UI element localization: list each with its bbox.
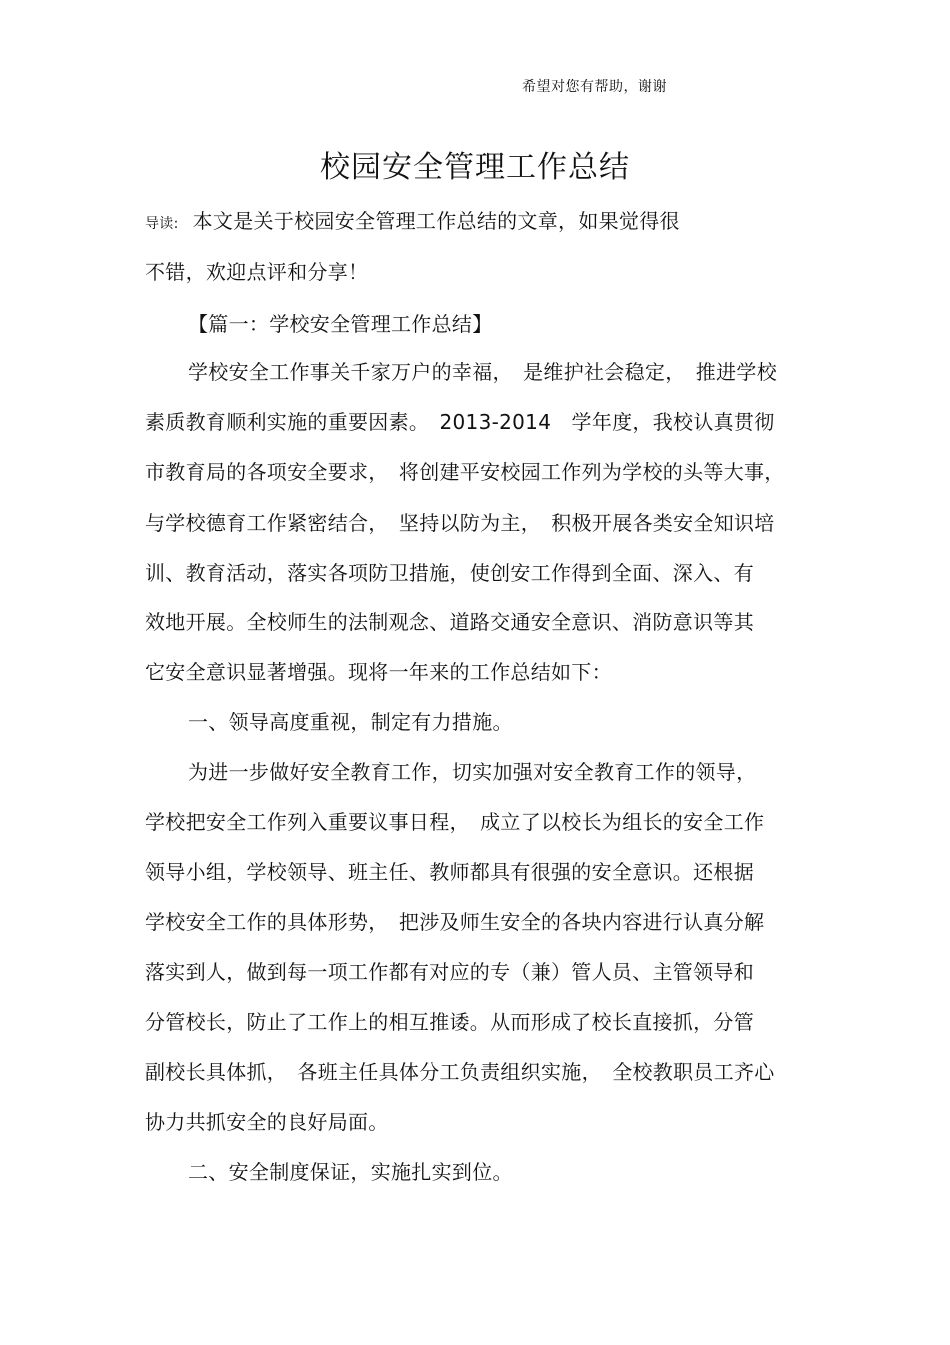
body-line: 效地开展。全校师生的法制观念、道路交通安全意识、消防意识等其 xyxy=(145,610,754,634)
body-line: 学校安全工作事关千家万户的幸福， 是维护社会稳定， 推进学校 xyxy=(188,360,777,384)
body-line: 训、教育活动，落实各项防卫措施，使创安工作得到全面、深入、有 xyxy=(145,561,754,585)
intro-line-1 xyxy=(145,205,680,234)
body-line: 落实到人，做到每一项工作都有对应的专（兼）管人员、主管领导和 xyxy=(145,960,754,984)
body-line: 协力共抓安全的良好局面。 xyxy=(145,1110,389,1134)
intro-line-2: 不错，欢迎点评和分享！ xyxy=(145,260,369,284)
body-line: 分管校长，防止了工作上的相互推诿。从而形成了校长直接抓，分管 xyxy=(145,1010,754,1034)
body-line: 领导小组，学校领导、班主任、教师都具有很强的安全意识。还根据 xyxy=(145,860,754,884)
body-line: 副校长具体抓， 各班主任具体分工负责组织实施， 全校教职员工齐心 xyxy=(145,1060,775,1084)
body-line: 素质教育顺利实施的重要因素。 2013-2014 学年度，我校认真贯彻 xyxy=(145,410,775,434)
body-line: 学校把安全工作列入重要议事日程， 成立了以校长为组长的安全工作 xyxy=(145,810,765,834)
body-line: 市教育局的各项安全要求， 将创建平安校园工作列为学校的头等大事， xyxy=(145,460,785,484)
subheading: 二、安全制度保证，实施扎实到位。 xyxy=(188,1160,513,1184)
document-title: 校园安全管理工作总结 xyxy=(320,150,630,185)
subheading: 一、领导高度重视，制定有力措施。 xyxy=(188,710,513,734)
section-heading: 【篇一：学校安全管理工作总结】 xyxy=(188,312,493,336)
body-line: 与学校德育工作紧密结合， 坚持以防为主， 积极开展各类安全知识培 xyxy=(145,511,775,535)
intro-text-1: 本文是关于校园安全管理工作总结的文章，如果觉得很 xyxy=(192,209,680,233)
body-line: 它安全意识显著增强。现将一年来的工作总结如下： xyxy=(145,660,612,684)
body-line: 学校安全工作的具体形势， 把涉及师生安全的各块内容进行认真分解 xyxy=(145,910,765,934)
header-note: 希望对您有帮助，谢谢 xyxy=(522,79,667,95)
intro-label: 导读: xyxy=(145,216,179,232)
body-line: 为进一步做好安全教育工作，切实加强对安全教育工作的领导， xyxy=(188,760,757,784)
